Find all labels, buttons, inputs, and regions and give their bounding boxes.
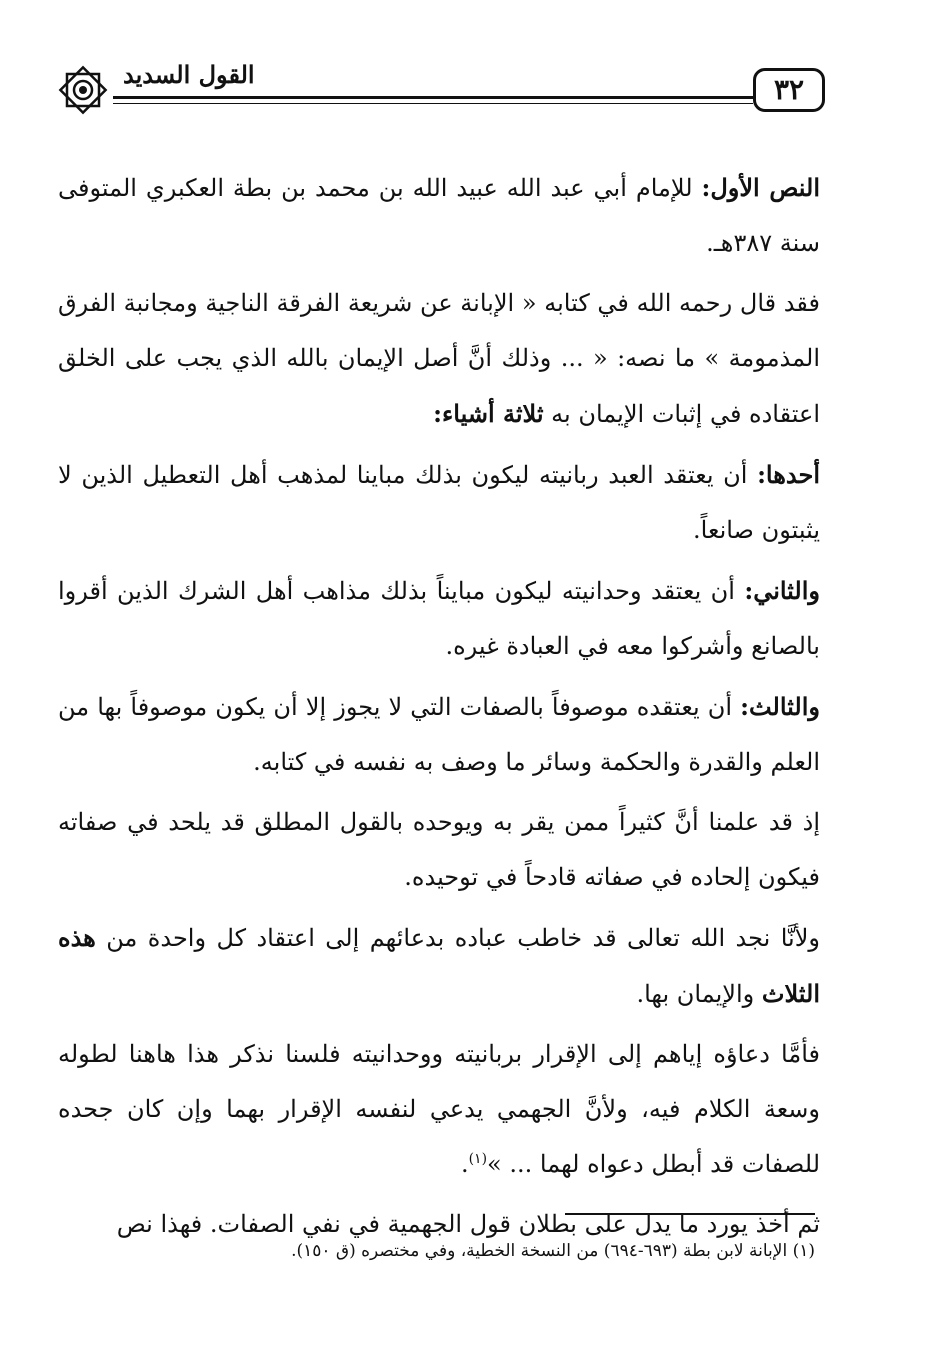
paragraph-text: ثم أخذ يورد ما يدل على بطلان قول الجهمية في نفي الصفات. فهذا نص [116, 1210, 820, 1238]
footnote-reference: (١) [468, 1151, 488, 1167]
paragraph-6 [58, 795, 820, 905]
paragraph-5 [58, 679, 820, 790]
paragraph-4 [58, 563, 820, 674]
main-text [58, 160, 820, 1257]
paragraph-text: ولأنَّا نجد الله تعالى قد خاطب عباده بدعائهم إلى اعتقاد كل واحدة من [95, 924, 821, 952]
paragraph-text-end: . [460, 1150, 469, 1178]
paragraph-text: أن يعتقد العبد ربانيته ليكون بذلك مباينا لمذهب أهل التعطيل الذين لا يثبتون صانعاً. [58, 461, 820, 544]
paragraph-lead: أحدها: [757, 460, 820, 489]
paragraph-7 [58, 910, 820, 1022]
paragraph-3 [58, 447, 820, 558]
paragraph-lead: النص الأول: [701, 173, 820, 202]
paragraph-text: أن يعتقد وحدانيته ليكون مبايناً بذلك مذاهب أهل الشرك الذين أقروا بالصانع وأشركوا معه في العبادة غيره. [58, 577, 820, 660]
paragraph-text: أن يعتقده موصوفاً بالصفات التي لا يجوز إلا أن يكون موصوفاً بها من العلم والقدرة والحكمة وسائر ما وصف به نفسه في كتابه. [58, 693, 820, 776]
paragraph-text: للإمام أبي عبد الله عبيد الله بن محمد بن بطة العكبري المتوفى سنة ٣٨٧هـ. [58, 174, 820, 257]
footnote-divider [565, 1213, 815, 1215]
book-title: القول السديد [123, 60, 255, 89]
ornament-icon [55, 62, 111, 118]
paragraph-text: فأمَّا دعاؤه إياهم إلى الإقرار بربانيته ووحدانيته فلسنا نذكر هذا هاهنا لطوله وسعة الكلام فيه، ولأنَّ الجهمي يدعي لنفسه الإقرار بهما وإن كان جحده للصفات قد أبطل دعواه لهما ... » [58, 1040, 820, 1178]
footnote: (١) الإبانة لابن بطة (٦٩٣-٦٩٤) من النسخة الخطية، وفي مختصره (ق ١٥٠). [291, 1241, 815, 1261]
paragraph-lead: والثاني: [744, 576, 820, 605]
page-number: ٣٢ [753, 68, 825, 112]
paragraph-2 [58, 276, 820, 442]
paragraph-lead: والثالث: [740, 692, 820, 721]
paragraph-8 [58, 1027, 820, 1192]
page-header [55, 58, 825, 128]
paragraph-text-end: والإيمان بها. [636, 980, 762, 1008]
paragraph-1 [58, 160, 820, 271]
paragraph-text: إذ قد علمنا أنَّ كثيراً ممن يقر به ويوحده بالقول المطلق قد يلحد في صفاته فيكون إلحاده في صفاته قادحاً في توحيده. [58, 808, 821, 891]
header-rule [113, 96, 753, 99]
paragraph-bold-phrase: ثلاثة أشياء: [433, 399, 544, 428]
paragraph-bold-phrase: هذه الثلاث [58, 923, 820, 1008]
paragraph-text: فقد قال رحمه الله في كتابه « الإبانة عن شريعة الفرقة الناجية ومجانبة الفرق المذمومة » ما نصه: « ... وذلك أنَّ أصل الإيمان بالله الذي يجب على الخلق اعتقاده في إثبات الإيمان به [58, 289, 820, 428]
